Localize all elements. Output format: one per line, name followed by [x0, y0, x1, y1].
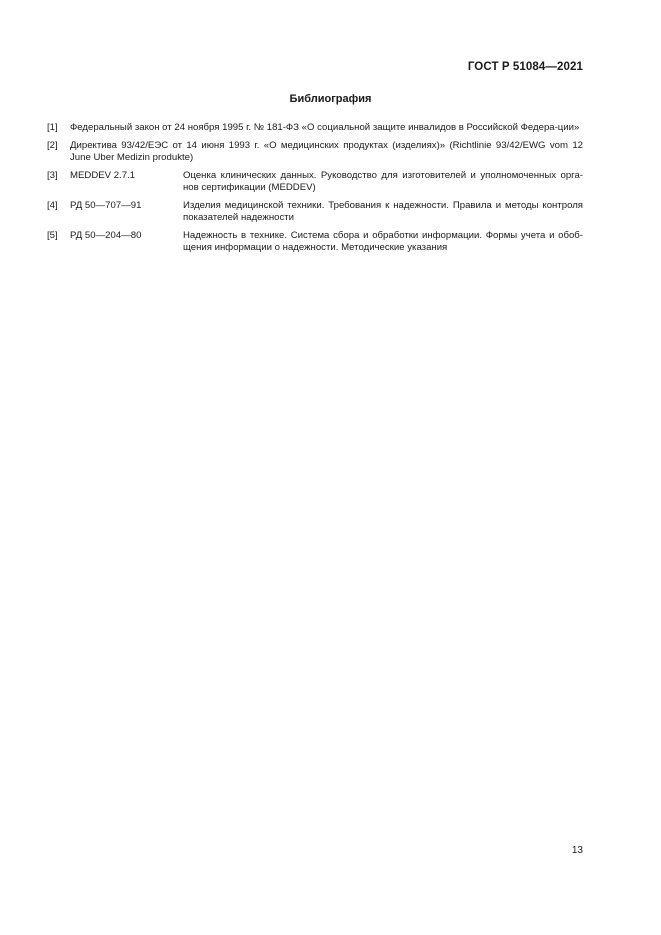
- bibliography-entry-5: [47, 230, 583, 254]
- entry-text: Изделия медицинской техники. Требования к надежности. Правила и методы контроля показателей надежности: [183, 200, 583, 223]
- entry-text: Директива 93/42/ЕЭС от 14 июня 1993 г. «О медицинских продуктах (изделиях)» (Richtlinie 93/42/EWG vom 12 June Uber Medizin produkte): [70, 140, 583, 163]
- entry-text: Оценка клинических данных. Руководство для изготовителей и уполномоченных орга-нов сертификации (MEDDEV): [183, 170, 583, 193]
- bibliography-entry-2: [47, 140, 583, 164]
- entry-text: Федеральный закон от 24 ноября 1995 г. № 181-ФЗ «О социальной защите инвалидов в Российской Федера-ции»: [70, 122, 580, 133]
- entry-code: РД 50—707—91: [70, 200, 142, 211]
- bibliography-entry-1: [47, 122, 583, 134]
- entry-code: РД 50—204—80: [70, 230, 142, 241]
- entry-number: [2]: [47, 140, 58, 151]
- entry-number: [1]: [47, 122, 58, 133]
- page-number: 13: [571, 845, 583, 856]
- bibliography-list: [47, 122, 583, 260]
- bibliography-entry-4: [47, 200, 583, 224]
- bibliography-title: Библиография: [289, 93, 372, 105]
- entry-text: Надежность в технике. Система сбора и обработки информации. Формы учета и обоб-щения информации о надежности. Методические указания: [183, 230, 583, 253]
- standard-id-header: ГОСТ Р 51084—2021: [467, 61, 583, 73]
- bibliography-entry-3: [47, 170, 583, 194]
- entry-number: [4]: [47, 200, 58, 211]
- entry-number: [3]: [47, 170, 58, 181]
- entry-number: [5]: [47, 230, 58, 241]
- entry-code: MEDDEV 2.7.1: [70, 170, 136, 181]
